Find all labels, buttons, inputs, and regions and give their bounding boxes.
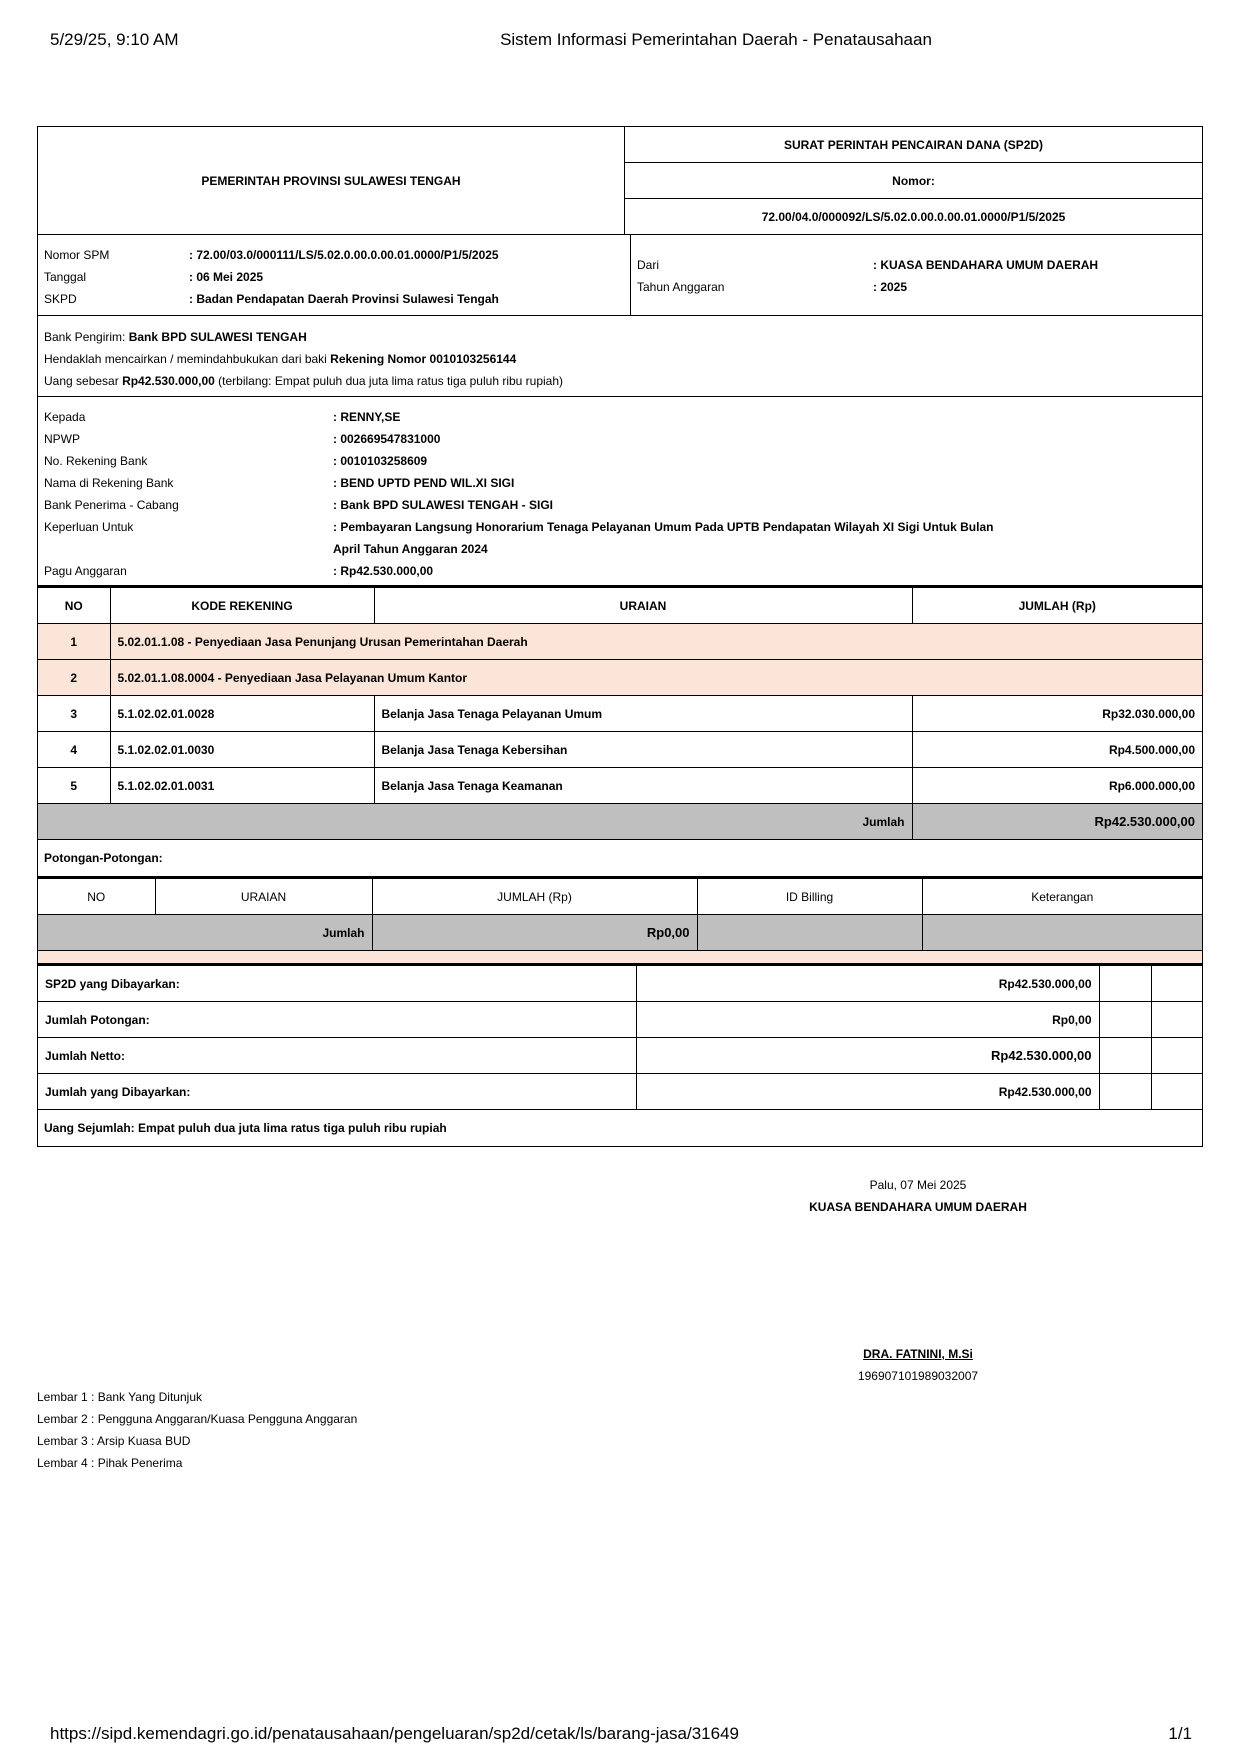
keperluan-row bbox=[44, 516, 993, 538]
spm-info bbox=[38, 235, 1202, 316]
rekening-sumber: Rekening Nomor 0010103256144 bbox=[330, 352, 517, 366]
nama-rekening-label: Nama di Rekening Bank bbox=[44, 476, 174, 490]
bank-cabang-value: : Bank BPD SULAWESI TENGAH - SIGI bbox=[333, 498, 554, 512]
jumlah-total: Rp42.530.000,00 bbox=[912, 804, 1202, 840]
row-subkegiatan: 5.02.01.1.08.0004 - Penyediaan Jasa Pelayanan Umum Kantor bbox=[110, 660, 1202, 696]
pot-col-uraian: URAIAN bbox=[155, 879, 372, 915]
tanggal-value: : 06 Mei 2025 bbox=[189, 270, 264, 284]
pagu-label: Pagu Anggaran bbox=[44, 564, 127, 578]
npwp-label: NPWP bbox=[44, 432, 80, 446]
nama-rekening-row bbox=[44, 472, 993, 494]
skpd-value: : Badan Pendapatan Daerah Provinsi Sulawesi Tengah bbox=[189, 292, 499, 306]
no-rekening-label: No. Rekening Bank bbox=[44, 454, 148, 468]
nomor-spm-label: Nomor SPM bbox=[44, 248, 110, 262]
nama-rekening-value: : BEND UPTD PEND WIL.XI SIGI bbox=[333, 476, 515, 490]
skpd-label: SKPD bbox=[44, 292, 77, 306]
npwp-row bbox=[44, 428, 993, 450]
potongan-table bbox=[38, 878, 1202, 950]
pot-col-keterangan: Keterangan bbox=[922, 879, 1202, 915]
bank-pengirim-value: Bank BPD SULAWESI TENGAH bbox=[128, 330, 307, 344]
pagu-value: : Rp42.530.000,00 bbox=[333, 564, 434, 578]
summary-empty-cell bbox=[1151, 1038, 1202, 1074]
potongan-title: Potongan-Potongan: bbox=[38, 839, 1202, 878]
jumlah-potongan-label: Jumlah Potongan: bbox=[38, 1002, 636, 1038]
nomor-value: 72.00/04.0/000092/LS/5.02.0.00.0.00.01.0000/P1/5/2025 bbox=[761, 209, 1066, 224]
no-rekening-value: : 0010103258609 bbox=[333, 454, 428, 468]
penerima-info bbox=[38, 397, 1202, 586]
row-no: 3 bbox=[38, 696, 110, 732]
lembar-item: Lembar 1 : Bank Yang Ditunjuk bbox=[37, 1390, 202, 1404]
table-row bbox=[38, 732, 1202, 768]
tahun-anggaran-label: Tahun Anggaran bbox=[637, 280, 725, 294]
signature-place-date: Palu, 07 Mei 2025 bbox=[869, 1178, 967, 1192]
summary-empty-cell bbox=[1099, 1074, 1151, 1110]
row-jumlah: Rp32.030.000,00 bbox=[912, 696, 1202, 732]
nomor-spm-value: : 72.00/03.0/000111/LS/5.02.0.00.0.00.01.0000/P1/5/2025 bbox=[189, 248, 499, 262]
uang-sebesar-line bbox=[44, 370, 563, 392]
signature-nip: 196907101989032007 bbox=[857, 1369, 979, 1383]
row-no: 1 bbox=[38, 624, 110, 660]
tanggal-label: Tanggal bbox=[44, 270, 87, 284]
jumlah-potongan-value: Rp0,00 bbox=[636, 1002, 1099, 1038]
nomor-label: Nomor: bbox=[625, 163, 1202, 199]
government-name: PEMERINTAH PROVINSI SULAWESI TENGAH bbox=[38, 127, 625, 234]
jumlah-label: Jumlah bbox=[38, 804, 912, 840]
signature-role: KUASA BENDAHARA UMUM DAERAH bbox=[809, 1200, 1027, 1214]
summary-row bbox=[38, 1038, 1202, 1074]
row-jumlah: Rp4.500.000,00 bbox=[912, 732, 1202, 768]
dari-label: Dari bbox=[637, 258, 660, 272]
tahun-anggaran-row bbox=[637, 276, 1196, 298]
keperluan-value: : Pembayaran Langsung Honorarium Tenaga Pelayanan Umum Pada UPTB Pendapatan Wilayah XI Sigi Untuk Bulan bbox=[333, 520, 994, 534]
table-row bbox=[38, 768, 1202, 804]
uang-terbilang: (terbilang: Empat puluh dua juta lima ratus tiga puluh ribu rupiah) bbox=[218, 374, 564, 388]
lembar-item: Lembar 3 : Arsip Kuasa BUD bbox=[37, 1434, 191, 1448]
sp2d-dibayarkan-label: SP2D yang Dibayarkan: bbox=[38, 966, 636, 1002]
row-program: 5.02.01.1.08 - Penyediaan Jasa Penunjang Urusan Pemerintahan Daerah bbox=[110, 624, 1202, 660]
keperluan-row-cont bbox=[44, 538, 993, 560]
separator-strip bbox=[38, 950, 1202, 965]
jumlah-dibayarkan-value: Rp42.530.000,00 bbox=[636, 1074, 1099, 1110]
row-no: 4 bbox=[38, 732, 110, 768]
row-no: 5 bbox=[38, 768, 110, 804]
spm-details bbox=[38, 235, 631, 315]
bank-cabang-label: Bank Penerima - Cabang bbox=[44, 498, 179, 512]
row-kode: 5.1.02.02.01.0030 bbox=[110, 732, 374, 768]
dari-details bbox=[631, 235, 1202, 315]
col-jumlah: JUMLAH (Rp) bbox=[912, 587, 1202, 624]
bank-pengirim-line bbox=[44, 326, 563, 348]
col-kode-rekening: KODE REKENING bbox=[110, 587, 374, 624]
rekening-table-header bbox=[38, 587, 1202, 624]
summary-empty-cell bbox=[1151, 1074, 1202, 1110]
kepada-value: : RENNY,SE bbox=[333, 410, 401, 424]
potongan-jumlah-row bbox=[38, 915, 1202, 951]
row-uraian: Belanja Jasa Tenaga Keamanan bbox=[374, 768, 912, 804]
print-url: https://sipd.kemendagri.go.id/penatausahaan/pengeluaran/sp2d/cetak/ls/barang-jasa/31649 bbox=[50, 1724, 739, 1743]
sp2d-dibayarkan-value: Rp42.530.000,00 bbox=[636, 966, 1099, 1002]
bank-instruction-text bbox=[38, 316, 569, 396]
row-jumlah: Rp6.000.000,00 bbox=[912, 768, 1202, 804]
dari-value: : KUASA BENDAHARA UMUM DAERAH bbox=[873, 258, 1099, 272]
kepada-label: Kepada bbox=[44, 410, 86, 424]
pot-col-jumlah: JUMLAH (Rp) bbox=[372, 879, 697, 915]
uang-sebesar-value: Rp42.530.000,00 bbox=[122, 374, 215, 388]
signature-name: DRA. FATNINI, M.Si bbox=[863, 1347, 973, 1361]
summary-table bbox=[38, 965, 1202, 1109]
summary-row bbox=[38, 1002, 1202, 1038]
summary-row bbox=[38, 966, 1202, 1002]
browser-print-footer bbox=[0, 1724, 1240, 1748]
table-row bbox=[38, 696, 1202, 732]
rekening-table bbox=[38, 586, 1202, 839]
bank-pengirim-label: Bank Pengirim: bbox=[44, 330, 126, 344]
row-uraian: Belanja Jasa Tenaga Kebersihan bbox=[374, 732, 912, 768]
potongan-id-billing-empty bbox=[697, 915, 922, 951]
uang-sebesar-label: Uang sebesar bbox=[44, 374, 119, 388]
lembar-item: Lembar 2 : Pengguna Anggaran/Kuasa Pengguna Anggaran bbox=[37, 1412, 358, 1426]
print-page-number: 1/1 bbox=[1168, 1724, 1192, 1743]
keperluan-label: Keperluan Untuk bbox=[44, 520, 134, 534]
jumlah-row bbox=[38, 804, 1202, 840]
summary-row bbox=[38, 1074, 1202, 1110]
jumlah-netto-label: Jumlah Netto: bbox=[38, 1038, 636, 1074]
skpd-row bbox=[44, 288, 624, 310]
npwp-value: : 002669547831000 bbox=[333, 432, 441, 446]
table-row bbox=[38, 624, 1202, 660]
summary-empty-cell bbox=[1099, 1002, 1151, 1038]
document-header bbox=[38, 127, 1202, 235]
uang-sejumlah: Uang Sejumlah: Empat puluh dua juta lima ratus tiga puluh ribu rupiah bbox=[38, 1109, 1202, 1146]
summary-empty-cell bbox=[1151, 1002, 1202, 1038]
print-datetime: 5/29/25, 9:10 AM bbox=[50, 30, 179, 49]
pot-col-id-billing: ID Billing bbox=[697, 879, 922, 915]
row-uraian: Belanja Jasa Tenaga Pelayanan Umum bbox=[374, 696, 912, 732]
signature-block bbox=[770, 1178, 1066, 1391]
instruksi-line bbox=[44, 348, 563, 370]
summary-empty-cell bbox=[1151, 966, 1202, 1002]
potongan-keterangan-empty bbox=[922, 915, 1202, 951]
lembar-list bbox=[37, 1390, 357, 1478]
table-row bbox=[38, 660, 1202, 696]
penerima-details bbox=[38, 397, 999, 585]
tanggal-row bbox=[44, 266, 624, 288]
bank-instruction bbox=[38, 316, 1202, 397]
pagu-row bbox=[44, 560, 993, 582]
potongan-jumlah-value: Rp0,00 bbox=[372, 915, 697, 951]
summary-empty-cell bbox=[1099, 1038, 1151, 1074]
col-uraian: URAIAN bbox=[374, 587, 912, 624]
tahun-anggaran-value: : 2025 bbox=[873, 280, 908, 294]
keperluan-value-cont: April Tahun Anggaran 2024 bbox=[333, 542, 488, 556]
row-kode: 5.1.02.02.01.0031 bbox=[110, 768, 374, 804]
potongan-jumlah-label: Jumlah bbox=[38, 915, 372, 951]
jumlah-netto-value: Rp42.530.000,00 bbox=[636, 1038, 1099, 1074]
document-title: SURAT PERINTAH PENCAIRAN DANA (SP2D) bbox=[625, 127, 1202, 163]
bank-cabang-row bbox=[44, 494, 993, 516]
instruksi-label: Hendaklah mencairkan / memindahbukukan dari baki bbox=[44, 352, 327, 366]
sp2d-document bbox=[37, 126, 1203, 1147]
summary-empty-cell bbox=[1099, 966, 1151, 1002]
dari-row bbox=[637, 254, 1196, 276]
jumlah-dibayarkan-label: Jumlah yang Dibayarkan: bbox=[38, 1074, 636, 1110]
pot-col-no: NO bbox=[38, 879, 155, 915]
no-rekening-row bbox=[44, 450, 993, 472]
browser-print-header bbox=[0, 30, 1240, 54]
potongan-table-header bbox=[38, 879, 1202, 915]
row-kode: 5.1.02.02.01.0028 bbox=[110, 696, 374, 732]
print-page-title: Sistem Informasi Pemerintahan Daerah - Penatausahaan bbox=[500, 30, 932, 49]
document-title-block bbox=[625, 127, 1202, 234]
col-no: NO bbox=[38, 587, 110, 624]
lembar-item: Lembar 4 : Pihak Penerima bbox=[37, 1456, 183, 1470]
row-no: 2 bbox=[38, 660, 110, 696]
nomor-spm-row bbox=[44, 244, 624, 266]
kepada-row bbox=[44, 406, 993, 428]
